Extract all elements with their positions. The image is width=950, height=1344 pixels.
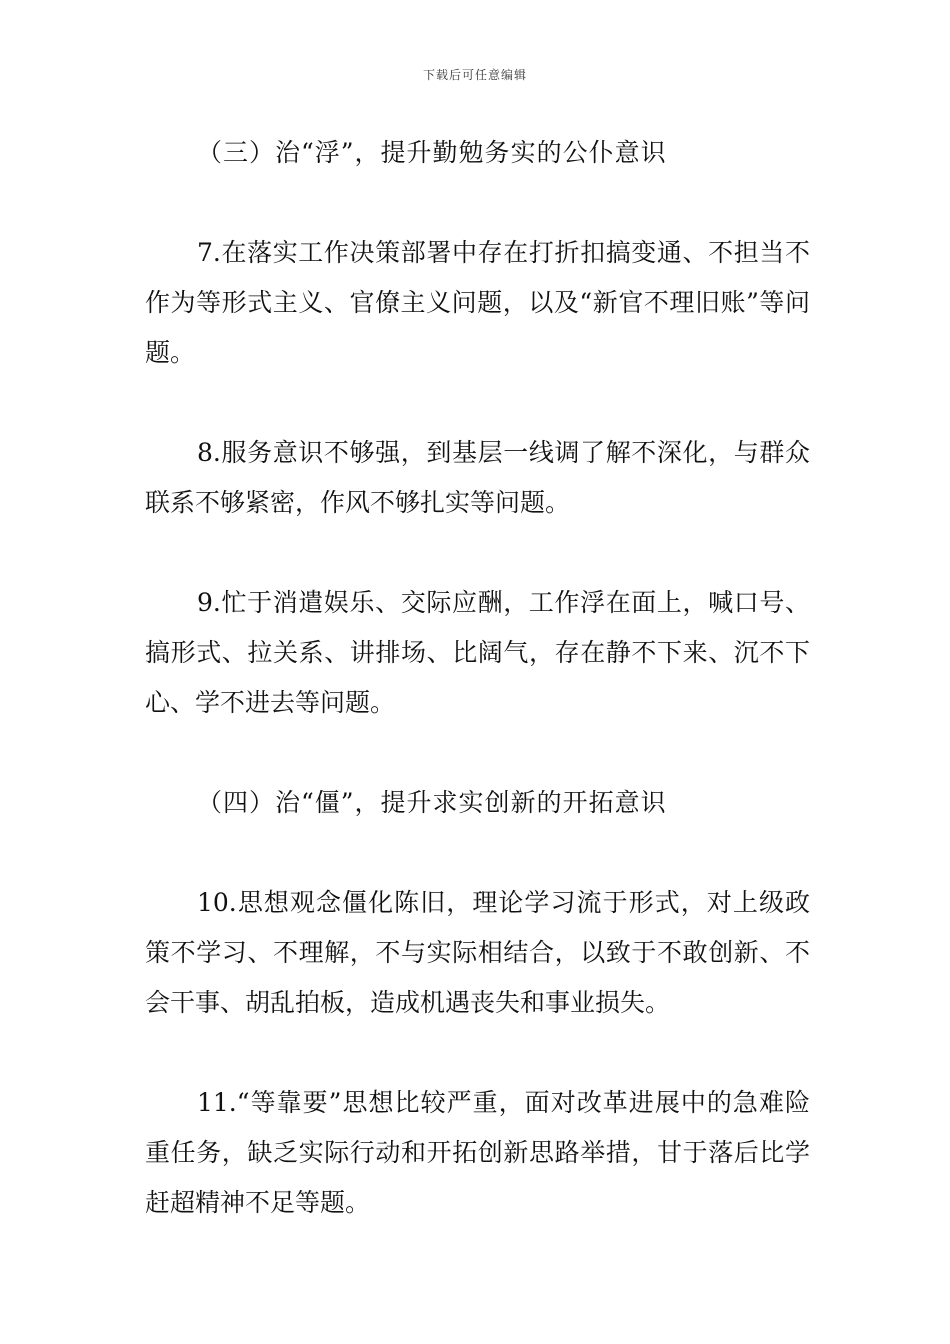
section-4-heading: （四）治“僵”，提升求实创新的开拓意识 bbox=[197, 788, 667, 817]
paragraph-8: 8.服务意识不够强，到基层一线调了解不深化，与群众联系不够紧密，作风不够扎实等问题。 bbox=[145, 438, 810, 517]
paragraph-11: 11.“等靠要”思想比较严重，面对改革进展中的急难险重任务，缺乏实际行动和开拓创新思路举措，甘于落后比学赶超精神不足等题。 bbox=[145, 1088, 810, 1217]
header-note: 下载后可任意编辑 bbox=[422, 68, 527, 82]
section-3-heading: （三）治“浮”，提升勤勉务实的公仆意识 bbox=[197, 138, 667, 167]
paragraph-7: 7.在落实工作决策部署中存在打折扣搞变通、不担当不作为等形式主义、官僚主义问题，以及“新官不理旧账”等问题。 bbox=[145, 238, 810, 367]
paragraph-10: 10.思想观念僵化陈旧，理论学习流于形式，对上级政策不学习、不理解，不与实际相结合，以致于不敢创新、不会干事、胡乱拍板，造成机遇丧失和事业损失。 bbox=[145, 888, 810, 1017]
document-body bbox=[145, 128, 810, 1228]
paragraph-9: 9.忙于消遣娱乐、交际应酬，工作浮在面上，喊口号、搞形式、拉关系、讲排场、比阔气，存在静不下来、沉不下心、学不进去等问题。 bbox=[145, 588, 810, 717]
